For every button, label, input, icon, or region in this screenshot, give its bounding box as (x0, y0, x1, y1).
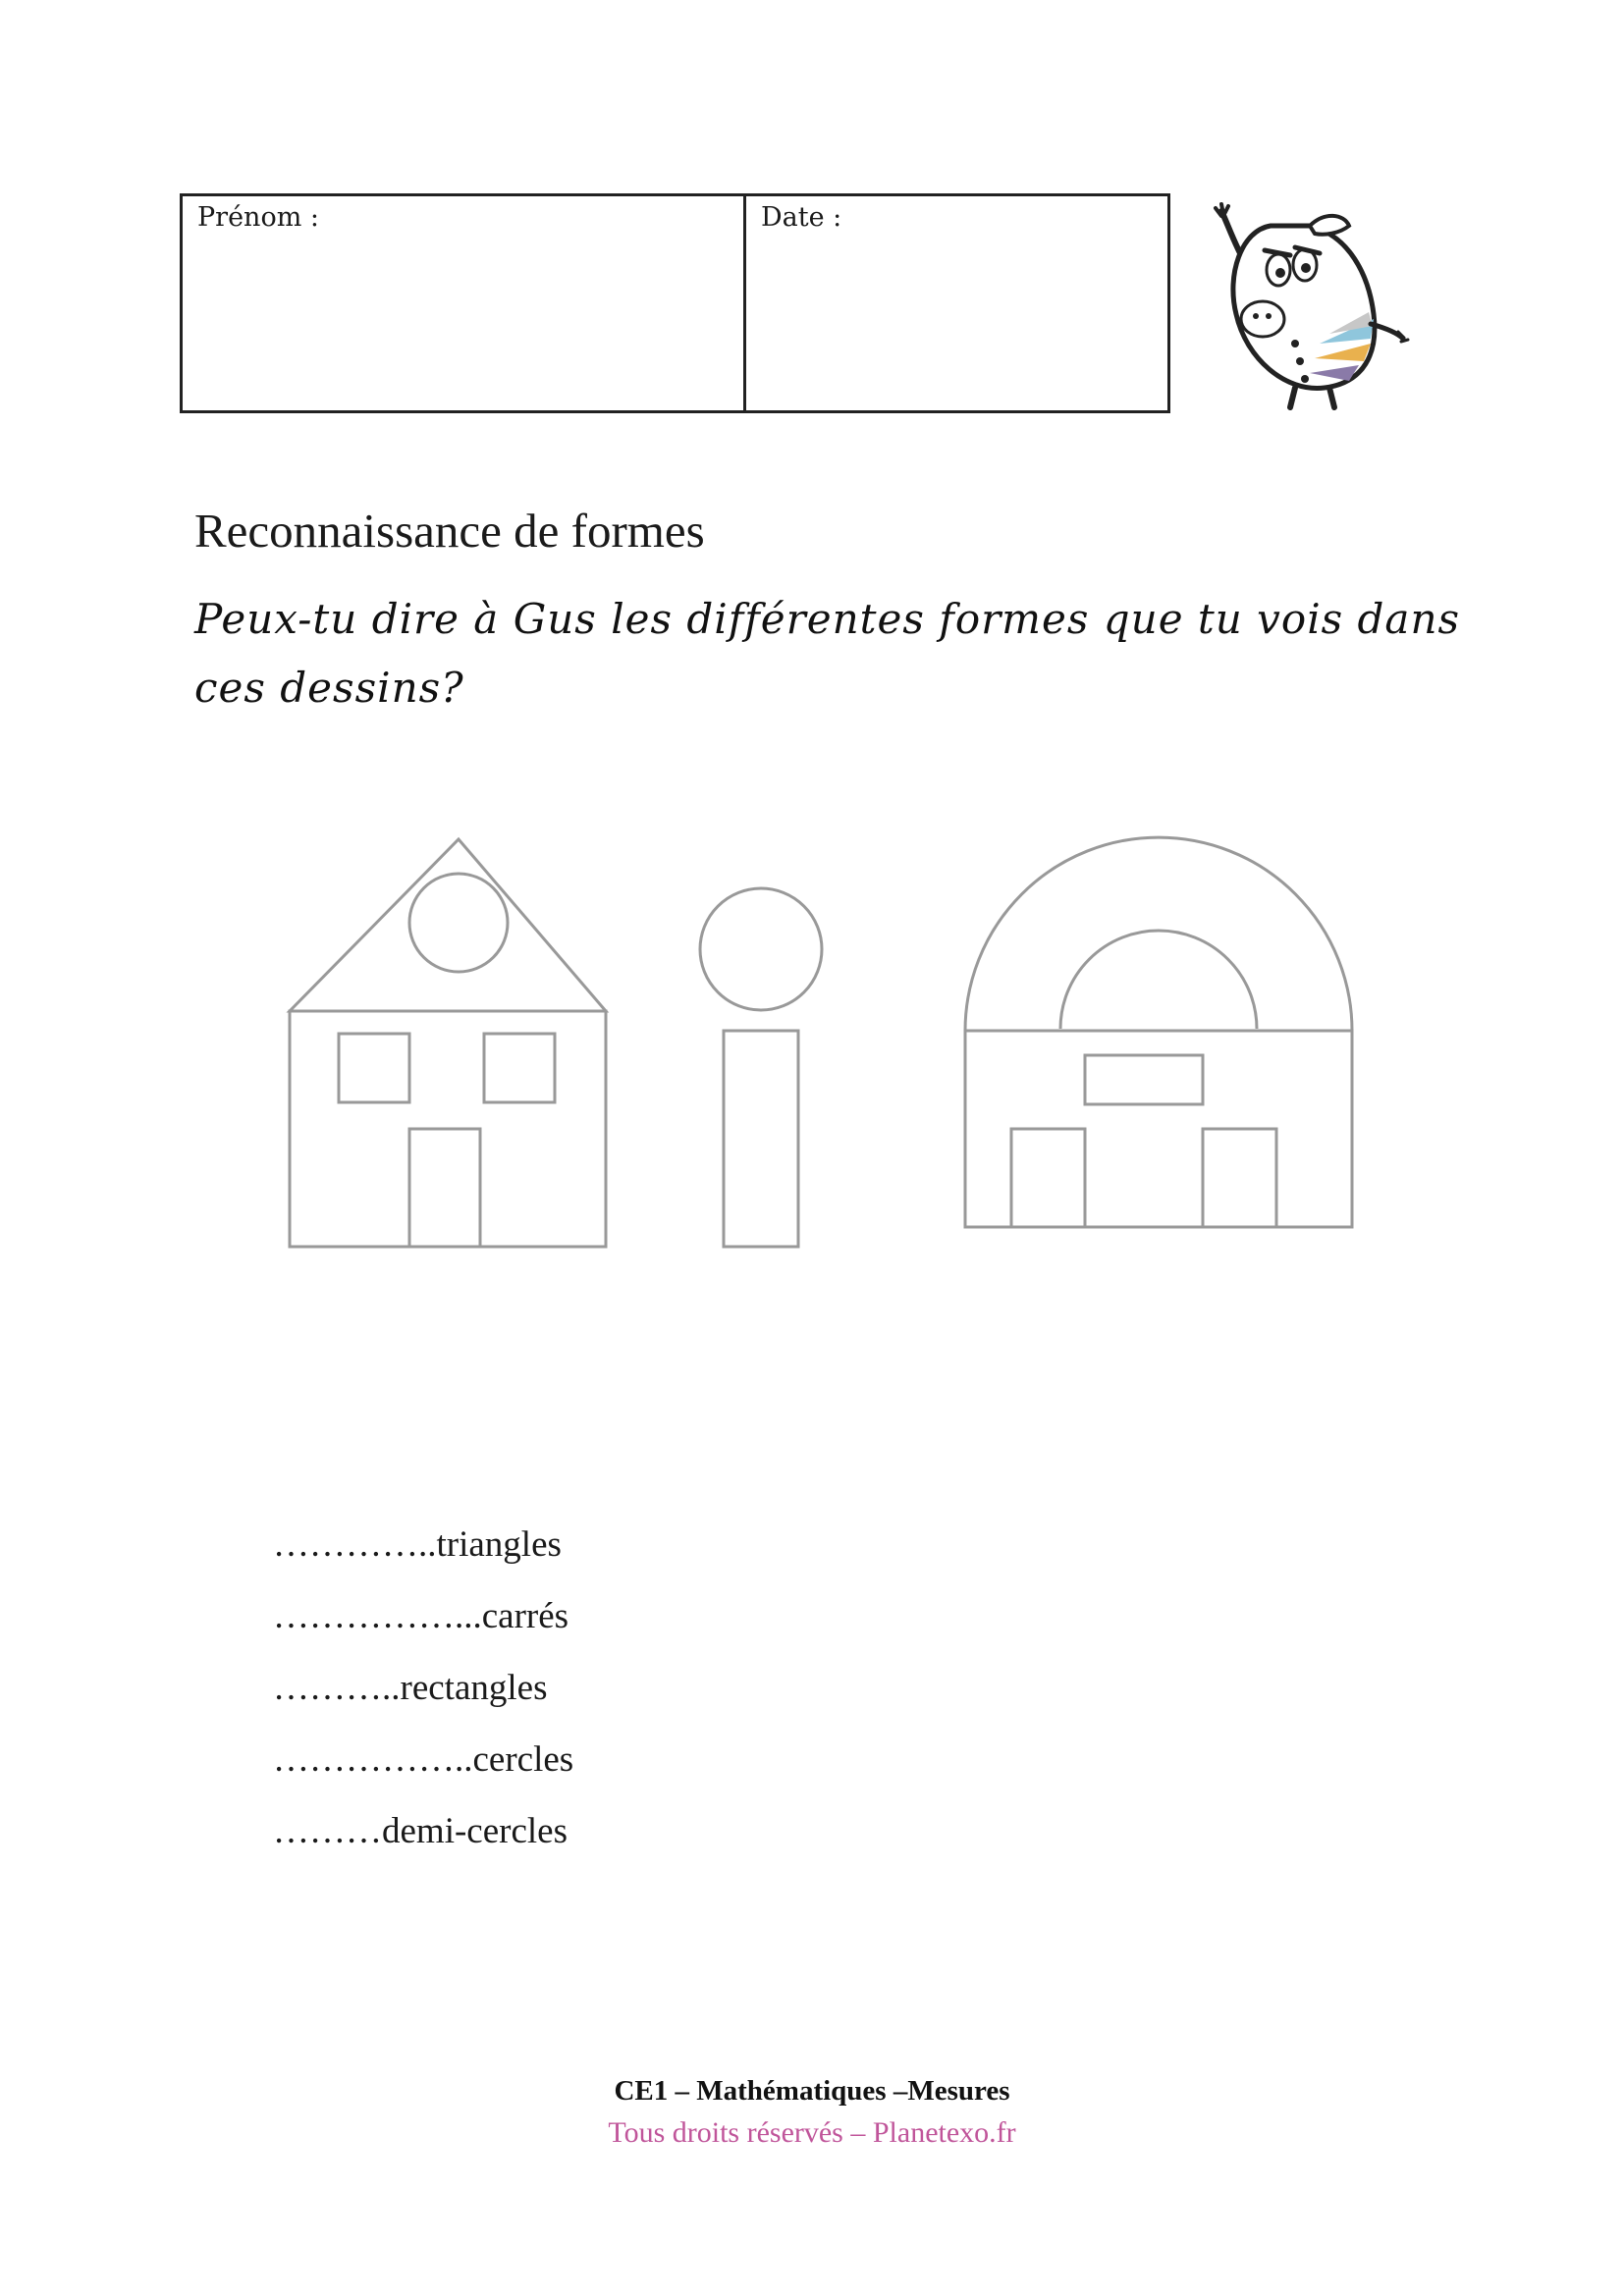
arch-door-right (1203, 1129, 1276, 1227)
answer-squares[interactable]: ……………...carrés (273, 1596, 569, 1636)
gus-mascot-icon (1202, 196, 1410, 416)
house-door-rectangle (409, 1129, 480, 1247)
house-window-square-right (484, 1034, 555, 1102)
shapes-drawing (275, 825, 1404, 1266)
lamp-pole-rectangle (724, 1031, 798, 1247)
date-cell[interactable] (746, 196, 1167, 410)
arch-door-left (1011, 1129, 1085, 1227)
worksheet-title: Reconnaissance de formes (194, 504, 705, 558)
first-name-cell[interactable] (183, 196, 746, 410)
answer-triangles[interactable]: …………..triangles (273, 1524, 562, 1565)
house-roof-circle (409, 874, 508, 972)
name-date-table (180, 193, 1170, 413)
footer-copyright[interactable]: Tous droits réservés – Planetexo.fr (608, 2116, 1016, 2149)
first-name-label: Prénom : (197, 202, 319, 233)
date-label: Date : (761, 202, 842, 233)
footer-course: CE1 – Mathématiques –Mesures (614, 2075, 1010, 2107)
small-semicircle (1060, 931, 1257, 1029)
house-roof-triangle (290, 839, 606, 1011)
answer-semicircles[interactable]: ………demi-cercles (273, 1811, 568, 1851)
question-text: Peux-tu dire à Gus les différentes formes que tu vois dans ces dessins? (194, 595, 1461, 712)
arch-window-rectangle (1085, 1055, 1203, 1104)
lamp-circle (700, 888, 822, 1010)
answers-list (273, 1520, 573, 1878)
big-semicircle (965, 837, 1352, 1031)
answer-rectangles[interactable]: ………..rectangles (273, 1668, 548, 1708)
answer-circles[interactable]: ……………..cercles (273, 1739, 574, 1780)
house-window-square-left (339, 1034, 409, 1102)
